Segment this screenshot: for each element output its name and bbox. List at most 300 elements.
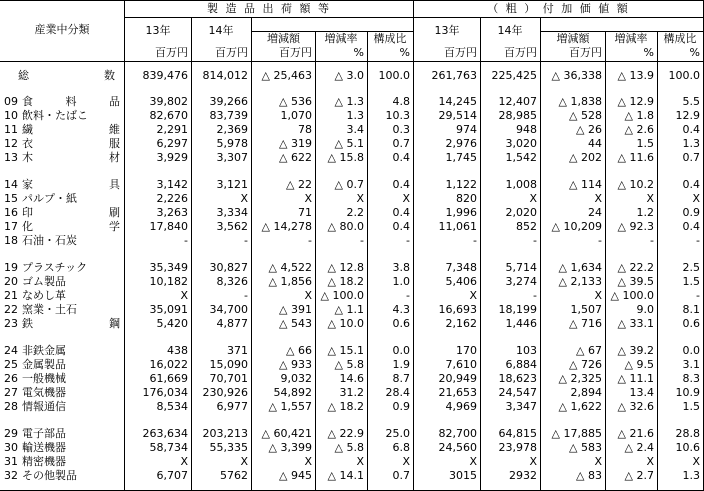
cell-sr: △ 14.1 (327, 469, 364, 482)
row-code: 25 (4, 358, 18, 371)
cell-v13: 5,406 (445, 275, 477, 288)
cell-vr: △ 100.0 (610, 289, 654, 302)
cell-vs: 10.9 (675, 386, 700, 399)
cell-ss: X (402, 455, 410, 468)
cell-sd: △ 60,421 (261, 427, 312, 440)
cell-v13: 4,969 (445, 400, 477, 413)
header-va-unit-rate: % (643, 46, 654, 59)
row-code: 22 (4, 303, 18, 316)
cell-sd: X (304, 192, 312, 205)
cell-vs: 0.6 (682, 317, 700, 330)
row-industry-name: 繊 維 (22, 123, 120, 136)
cell-vs: 8.1 (682, 303, 700, 316)
cell-s13: 438 (167, 344, 188, 357)
cell-vs: 2.5 (682, 261, 700, 274)
cell-s13: 2,291 (156, 123, 188, 136)
cell-vd: X (594, 192, 602, 205)
row-code: 28 (4, 400, 18, 413)
cell-sd: △ 66 (286, 344, 312, 357)
cell-v13: 1,122 (445, 178, 477, 191)
cell-v13: 7,348 (445, 261, 477, 274)
cell-vr: △ 2.7 (624, 469, 654, 482)
cell-vr: △ 33.1 (617, 317, 654, 330)
cell-sr: 3.4 (346, 123, 364, 136)
row-code: 24 (4, 344, 18, 357)
cell-sd: 9,032 (280, 372, 312, 385)
row-industry-name: 精密機器 (22, 455, 66, 468)
header-va-change: 増減額 (556, 32, 590, 45)
header-ship-unit-rate: % (353, 46, 364, 59)
row-code: 09 (4, 95, 18, 108)
cell-s13: 35,091 (149, 303, 188, 316)
cell-sd: △ 536 (279, 95, 312, 108)
row-code: 11 (4, 123, 18, 136)
cell-s14: 814,012 (202, 69, 248, 82)
cell-s13: 16,022 (149, 358, 188, 371)
cell-sd: 71 (298, 206, 312, 219)
cell-sd: 1,070 (280, 109, 312, 122)
header-va-unit-change: 百万円 (569, 46, 602, 59)
cell-s14: 3,334 (216, 206, 248, 219)
cell-vd: 44 (588, 137, 602, 150)
cell-vs: 28.8 (675, 427, 700, 440)
cell-v14: X (529, 455, 537, 468)
cell-vr: 1.5 (636, 137, 654, 150)
cell-vs: X (692, 455, 700, 468)
cell-vr: 13.4 (629, 386, 654, 399)
row-code: 31 (4, 455, 18, 468)
row-industry-name: 家 具 (22, 178, 120, 191)
cell-sr: △ 3.0 (334, 69, 364, 82)
row-industry-name: 飲料・たばこ (22, 109, 88, 122)
cell-ss: 4.8 (392, 95, 410, 108)
cell-vr: △ 39.2 (617, 344, 654, 357)
cell-vr: △ 92.3 (617, 220, 654, 233)
cell-sd: 78 (298, 123, 312, 136)
row-industry-name: 情報通信 (22, 400, 66, 413)
header-va-unit-14: 百万円 (504, 46, 537, 59)
cell-v13: 261,763 (431, 69, 477, 82)
cell-s13: 176,034 (142, 386, 188, 399)
cell-v14: 18,623 (498, 372, 537, 385)
cell-sd: - (308, 234, 312, 247)
header-ship-unit-share: % (399, 46, 410, 59)
cell-sr: X (356, 192, 364, 205)
header-ship-unit-13: 百万円 (155, 46, 188, 59)
header-ship-y14: 14年 (208, 24, 234, 37)
row-code: 17 (4, 220, 18, 233)
cell-v13: 24,560 (438, 441, 477, 454)
cell-s14: X (240, 192, 248, 205)
cell-v13: 7,610 (445, 358, 477, 371)
cell-vr: 1.2 (636, 206, 654, 219)
cell-vr: △ 39.5 (617, 275, 654, 288)
cell-vs: 8.3 (682, 372, 700, 385)
cell-v14: 3,020 (505, 137, 537, 150)
header-ship-y13: 13年 (145, 24, 171, 37)
row-code: 15 (4, 192, 18, 205)
header-va-unit-share: % (689, 46, 700, 59)
cell-sd: △ 1,856 (268, 275, 312, 288)
row-code: 10 (4, 109, 18, 122)
cell-ss: 0.0 (392, 344, 410, 357)
cell-sd: 54,892 (273, 386, 312, 399)
cell-vr: △ 11.1 (617, 372, 654, 385)
cell-vs: 10.6 (675, 441, 700, 454)
header-va-rate: 増減率 (614, 32, 648, 45)
cell-vr: △ 21.6 (617, 427, 654, 440)
cell-vs: 1.5 (682, 400, 700, 413)
cell-s13: 6,297 (156, 137, 188, 150)
cell-s13: 58,734 (149, 441, 188, 454)
cell-sd: △ 319 (279, 137, 312, 150)
row-industry-name: パルプ・紙 (22, 192, 77, 205)
row-industry-name: 一般機械 (22, 372, 66, 385)
header-va-y13: 13年 (434, 24, 460, 37)
cell-v13: 974 (456, 123, 477, 136)
row-code: 19 (4, 261, 18, 274)
cell-v13: 16,693 (438, 303, 477, 316)
cell-s13: 82,670 (149, 109, 188, 122)
cell-s13: X (180, 455, 188, 468)
cell-v13: - (473, 234, 477, 247)
cell-vs: 0.4 (682, 220, 700, 233)
cell-s13: 3,142 (156, 178, 188, 191)
cell-sr: △ 12.8 (327, 261, 364, 274)
row-code: 12 (4, 137, 18, 150)
cell-sr: - (360, 234, 364, 247)
row-code: 26 (4, 372, 18, 385)
cell-s13: 839,476 (142, 69, 188, 82)
cell-vr: X (646, 455, 654, 468)
cell-v14: - (533, 234, 537, 247)
cell-sr: 1.3 (346, 109, 364, 122)
row-industry-name: 木 材 (22, 151, 120, 164)
header-ship-change: 増減額 (267, 32, 300, 45)
cell-ss: 1.9 (392, 358, 410, 371)
cell-vd: △ 26 (576, 123, 602, 136)
cell-s14: X (240, 455, 248, 468)
cell-s14: 3,121 (216, 178, 248, 191)
cell-vs: 0.4 (682, 123, 700, 136)
header-value-added-group: （ 粗 ） 付 加 価 値 額 (487, 2, 630, 15)
row-industry-name: 衣 服 (22, 137, 120, 150)
cell-vd: 24 (588, 206, 602, 219)
cell-sr: △ 18.2 (327, 275, 364, 288)
cell-vs: 0.7 (682, 151, 700, 164)
cell-s13: 61,669 (149, 372, 188, 385)
row-code: 21 (4, 289, 18, 302)
cell-vd: △ 36,338 (551, 69, 602, 82)
cell-vd: △ 1,838 (558, 95, 602, 108)
cell-v13: 21,653 (438, 386, 477, 399)
cell-vs: X (692, 192, 700, 205)
cell-sd: △ 391 (279, 303, 312, 316)
cell-v14: - (533, 289, 537, 302)
cell-sd: △ 1,557 (268, 400, 312, 413)
cell-ss: - (406, 234, 410, 247)
row-code: 20 (4, 275, 18, 288)
col-rule (540, 17, 541, 491)
cell-vd: △ 528 (569, 109, 602, 122)
cell-sr: △ 1.3 (334, 95, 364, 108)
cell-ss: - (406, 289, 410, 302)
cell-vs: 0.4 (682, 178, 700, 191)
cell-sr: △ 22.9 (327, 427, 364, 440)
cell-s13: - (184, 234, 188, 247)
cell-ss: 28.4 (385, 386, 410, 399)
row-industry-name: 電気機器 (22, 386, 66, 399)
header-shipments-group: 製 造 品 出 荷 額 等 (207, 2, 331, 15)
cell-s13: 8,534 (156, 400, 188, 413)
cell-v13: X (469, 455, 477, 468)
row-industry-name: 非鉄金属 (22, 344, 66, 357)
cell-s14: - (244, 289, 248, 302)
row-code: 14 (4, 178, 18, 191)
row-industry-name: 窯業・土石 (22, 303, 77, 316)
row-code: 総 (18, 69, 29, 82)
cell-sr: △ 1.1 (334, 303, 364, 316)
row-industry-name: ゴム製品 (22, 275, 66, 288)
cell-v14: 23,978 (498, 441, 537, 454)
cell-s14: 30,827 (209, 261, 248, 274)
cell-vd: △ 2,133 (558, 275, 602, 288)
cell-vd: △ 17,885 (551, 427, 602, 440)
cell-sr: △ 10.0 (327, 317, 364, 330)
row-industry-name: 食 料 品 (22, 95, 120, 108)
cell-sr: △ 18.2 (327, 400, 364, 413)
cell-sd: △ 25,463 (261, 69, 312, 82)
header-ship-share: 構成比 (373, 32, 407, 45)
cell-v14: 948 (516, 123, 537, 136)
cell-vd: - (598, 234, 602, 247)
cell-vr: △ 32.6 (617, 400, 654, 413)
cell-ss: 0.4 (392, 178, 410, 191)
cell-v14: 6,884 (505, 358, 537, 371)
cell-s14: 203,213 (202, 427, 248, 440)
header-industry: 産業中分類 (34, 23, 90, 36)
cell-v13: 82,700 (438, 427, 477, 440)
cell-v13: 820 (456, 192, 477, 205)
cell-sr: △ 15.8 (327, 151, 364, 164)
cell-s14: 3,307 (216, 151, 248, 164)
row-industry-name: 鉄 鋼 (22, 317, 120, 330)
cell-ss: 0.4 (392, 206, 410, 219)
cell-sr: △ 15.1 (327, 344, 364, 357)
cell-v13: X (469, 289, 477, 302)
cell-sr: 31.2 (339, 386, 364, 399)
cell-sd: △ 14,278 (261, 220, 312, 233)
cell-sd: △ 4,522 (268, 261, 312, 274)
cell-v14: 18,199 (498, 303, 537, 316)
cell-vr: △ 2.6 (624, 123, 654, 136)
cell-sr: 14.6 (339, 372, 364, 385)
cell-sr: △ 100.0 (320, 289, 364, 302)
cell-ss: 0.4 (392, 220, 410, 233)
row-code: 23 (4, 317, 18, 330)
cell-vd: △ 726 (569, 358, 602, 371)
cell-s14: 2,369 (216, 123, 248, 136)
cell-vr: X (646, 192, 654, 205)
cell-sd: X (304, 455, 312, 468)
cell-s14: 15,090 (209, 358, 248, 371)
cell-ss: 0.4 (392, 151, 410, 164)
cell-vd: △ 114 (569, 178, 602, 191)
cell-vr: - (650, 234, 654, 247)
cell-ss: 3.8 (392, 261, 410, 274)
cell-v13: 1,996 (445, 206, 477, 219)
cell-sd: △ 945 (279, 469, 312, 482)
cell-sr: 2.2 (346, 206, 364, 219)
cell-s13: 263,634 (142, 427, 188, 440)
cell-s14: 371 (227, 344, 248, 357)
row-industry-name: プラスチック (22, 261, 88, 274)
cell-v13: 1,745 (445, 151, 477, 164)
cell-vs: - (696, 234, 700, 247)
row-industry-name: 化 学 (22, 220, 120, 233)
cell-vs: 0.0 (682, 344, 700, 357)
cell-s14: 5,978 (216, 137, 248, 150)
cell-s13: 39,802 (149, 95, 188, 108)
cell-sr: △ 0.7 (334, 178, 364, 191)
cell-vd: △ 83 (576, 469, 602, 482)
rule-subhead (252, 31, 413, 32)
cell-ss: 0.7 (392, 469, 410, 482)
row-industry-name: 輸送機器 (22, 441, 66, 454)
cell-s14: 230,926 (202, 386, 248, 399)
cell-v14: 28,985 (498, 109, 537, 122)
row-industry-name: なめし革 (22, 289, 66, 302)
cell-vr: 9.0 (636, 303, 654, 316)
cell-sd: △ 3,399 (268, 441, 312, 454)
header-va-y14: 14年 (497, 24, 523, 37)
row-code: 16 (4, 206, 18, 219)
cell-s14: 4,877 (216, 317, 248, 330)
cell-vd: X (594, 289, 602, 302)
row-industry-name: 印 刷 (22, 206, 120, 219)
cell-v14: 3,274 (505, 275, 537, 288)
cell-ss: 1.0 (392, 275, 410, 288)
header-va-share: 構成比 (663, 32, 697, 45)
cell-sd: △ 622 (279, 151, 312, 164)
header-ship-unit-14: 百万円 (215, 46, 248, 59)
cell-vd: 1,507 (570, 303, 602, 316)
header-va-unit-13: 百万円 (444, 46, 477, 59)
cell-s13: 10,182 (149, 275, 188, 288)
cell-s13: 2,226 (156, 192, 188, 205)
cell-vd: 2,894 (570, 386, 602, 399)
cell-vs: 1.3 (682, 137, 700, 150)
row-industry-name: 石油・石炭 (22, 234, 77, 247)
rule-top (0, 0, 704, 1)
cell-v14: 2932 (509, 469, 537, 482)
cell-v13: 11,061 (438, 220, 477, 233)
rule-subhead-va (541, 31, 704, 32)
cell-s13: 35,349 (149, 261, 188, 274)
cell-vd: △ 716 (569, 317, 602, 330)
cell-s13: 3,929 (156, 151, 188, 164)
cell-vr: △ 10.2 (617, 178, 654, 191)
cell-s14: 5762 (220, 469, 248, 482)
cell-v14: 12,407 (498, 95, 537, 108)
header-ship-rate: 増減率 (324, 32, 358, 45)
cell-ss: 8.7 (392, 372, 410, 385)
cell-sr: △ 5.8 (334, 441, 364, 454)
cell-v14: 5,714 (505, 261, 537, 274)
row-industry-name: 電子部品 (22, 427, 66, 440)
cell-vr: △ 9.5 (624, 358, 654, 371)
cell-v13: 20,949 (438, 372, 477, 385)
cell-v13: 3015 (449, 469, 477, 482)
cell-v13: 14,245 (438, 95, 477, 108)
cell-ss: 25.0 (385, 427, 410, 440)
cell-ss: 4.3 (392, 303, 410, 316)
cell-v14: 3,347 (505, 400, 537, 413)
cell-ss: 10.3 (385, 109, 410, 122)
row-code: 13 (4, 151, 18, 164)
cell-v14: 64,815 (498, 427, 537, 440)
col-rule (480, 17, 481, 491)
row-industry-name: 金属製品 (22, 358, 66, 371)
cell-s14: 6,977 (216, 400, 248, 413)
cell-vs: - (696, 289, 700, 302)
row-code: 27 (4, 386, 18, 399)
cell-ss: 6.8 (392, 441, 410, 454)
cell-v13: 2,976 (445, 137, 477, 150)
cell-v14: 103 (516, 344, 537, 357)
cell-vr: △ 1.8 (624, 109, 654, 122)
cell-v14: 1,446 (505, 317, 537, 330)
cell-vd: X (594, 455, 602, 468)
cell-vd: △ 202 (569, 151, 602, 164)
col-rule (191, 17, 192, 491)
cell-vs: 0.9 (682, 206, 700, 219)
cell-ss: 0.7 (392, 137, 410, 150)
cell-v14: 852 (516, 220, 537, 233)
rule-header-bottom (0, 61, 704, 62)
row-industry-name: 数 (104, 69, 115, 82)
cell-vd: △ 10,209 (551, 220, 602, 233)
cell-sd: X (304, 289, 312, 302)
cell-s13: 6,707 (156, 469, 188, 482)
cell-vs: 3.1 (682, 358, 700, 371)
cell-v14: 24,547 (498, 386, 537, 399)
cell-vr: △ 12.9 (617, 95, 654, 108)
cell-v14: X (529, 192, 537, 205)
cell-s14: 70,701 (209, 372, 248, 385)
cell-v13: 29,514 (438, 109, 477, 122)
cell-sd: △ 933 (279, 358, 312, 371)
row-industry-name: その他製品 (22, 469, 77, 482)
cell-s14: 83,739 (209, 109, 248, 122)
cell-vr: △ 11.6 (617, 151, 654, 164)
cell-sd: △ 543 (279, 317, 312, 330)
cell-vr: △ 2.4 (624, 441, 654, 454)
cell-vs: 5.5 (682, 95, 700, 108)
cell-sr: △ 5.8 (334, 358, 364, 371)
cell-s13: X (180, 289, 188, 302)
row-code: 18 (4, 234, 18, 247)
cell-vr: △ 13.9 (617, 69, 654, 82)
cell-sd: △ 22 (286, 178, 312, 191)
cell-v13: 170 (456, 344, 477, 357)
cell-vd: △ 1,622 (558, 400, 602, 413)
cell-s14: 55,335 (209, 441, 248, 454)
cell-vs: 1.5 (682, 275, 700, 288)
cell-s14: 34,700 (209, 303, 248, 316)
cell-ss: 0.3 (392, 123, 410, 136)
rule-group (125, 17, 704, 18)
